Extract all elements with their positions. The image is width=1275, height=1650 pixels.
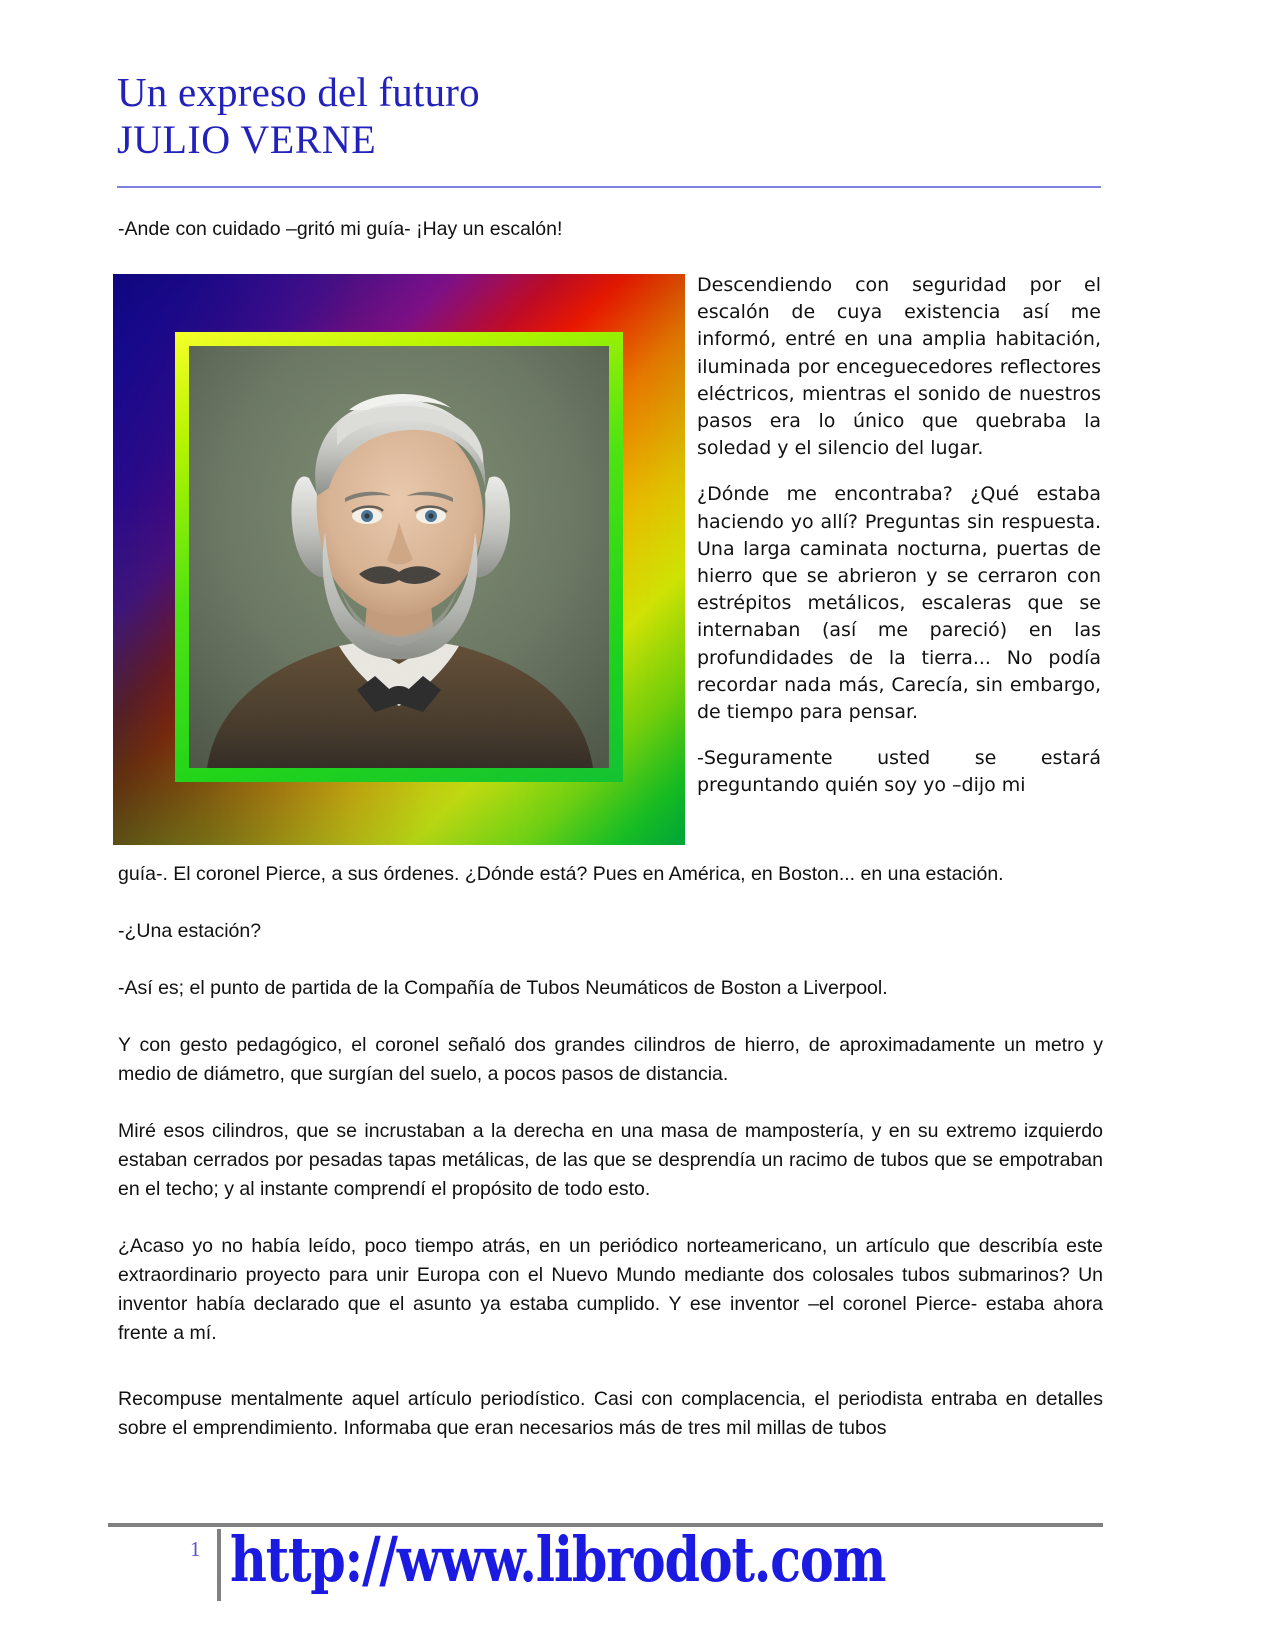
body-paragraph: Recompuse mentalmente aquel artículo periodístico. Casi con complacencia, el periodista entraba en detalles sobre el emprendimiento. Informaba que eran necesarios más de tres mil millas de tubos xyxy=(118,1388,1103,1439)
body-paragraph: -Así es; el punto de partida de la Compañía de Tubos Neumáticos de Boston a Liverpool. xyxy=(118,977,888,999)
page-footer xyxy=(108,1523,1103,1605)
right-paragraph: -Seguramente usted se estará preguntando quién soy yo –dijo mi xyxy=(697,747,1101,797)
portrait-illustration xyxy=(189,346,609,768)
body-paragraph: Miré esos cilindros, que se incrustaban a la derecha en una masa de mampostería, y en su extremo izquierdo estaban cerrados por pesadas tapas metálicas, de las que se desprendía un racimo de tubos que se empotraban en el techo; y al instante comprendí el propósito de todo esto. xyxy=(118,1120,1103,1200)
body-paragraph: guía-. El coronel Pierce, a sus órdenes. ¿Dónde está? Pues en América, en Boston... en una estación. xyxy=(118,863,1004,885)
figure-julio-verne xyxy=(113,274,685,845)
opening-paragraph xyxy=(118,215,1103,244)
right-paragraph: ¿Dónde me encontraba? ¿Qué estaba haciendo yo allí? Preguntas sin respuesta. Una larga caminata nocturna, puertas de hierro que se abrieron y se cerraron con estrépitos metálicos, escaleras que se internaban (así me pareció) en las profundidades de la tierra... No podía recordar nada más, Carecía, sin embargo, de tiempo para pensar. xyxy=(697,483,1101,724)
inner-green-frame xyxy=(175,332,623,782)
page-number: 1 xyxy=(190,1537,201,1561)
title-divider xyxy=(117,186,1101,188)
body-paragraph: Y con gesto pedagógico, el coronel señaló dos grandes cilindros de hierro, de aproximadamente un metro y medio de diámetro, que surgían del suelo, a pocos pasos de distancia. xyxy=(118,1034,1103,1085)
main-text-block-lower xyxy=(118,1385,1103,1443)
body-paragraph: -¿Una estación? xyxy=(118,920,262,942)
main-text-block-upper xyxy=(118,860,1103,1348)
opening-line: -Ande con cuidado –gritó mi guía- ¡Hay un escalón! xyxy=(118,218,563,240)
julio-verne-portrait-image xyxy=(189,346,609,768)
page-title: Un expreso del futuro xyxy=(117,69,480,115)
right-wrapped-column xyxy=(697,272,1101,800)
footer-vertical-bar xyxy=(217,1529,221,1601)
footer-url-link[interactable]: http://www.librodot.com xyxy=(230,1523,886,1596)
body-paragraph: ¿Acaso yo no había leído, poco tiempo atrás, en un periódico norteamericano, un artículo que describía este extraordinario proyecto para unir Europa con el Nuevo Mundo mediante dos colosales tubos submarinos? Un inventor había declarado que el asunto ya estaba cumplido. Y ese inventor –el coronel Pierce- estaba ahora frente a mí. xyxy=(118,1235,1103,1344)
title-block xyxy=(117,68,1100,164)
author-name: JULIO VERNE xyxy=(117,117,377,163)
right-paragraph: Descendiendo con seguridad por el escalón de cuya existencia así me informó, entré en una amplia habitación, iluminada por enceguecedores reflectores eléctricos, mientras el sonido de nuestros pasos era lo único que quebraba la soledad y el silencio del lugar. xyxy=(697,274,1101,460)
